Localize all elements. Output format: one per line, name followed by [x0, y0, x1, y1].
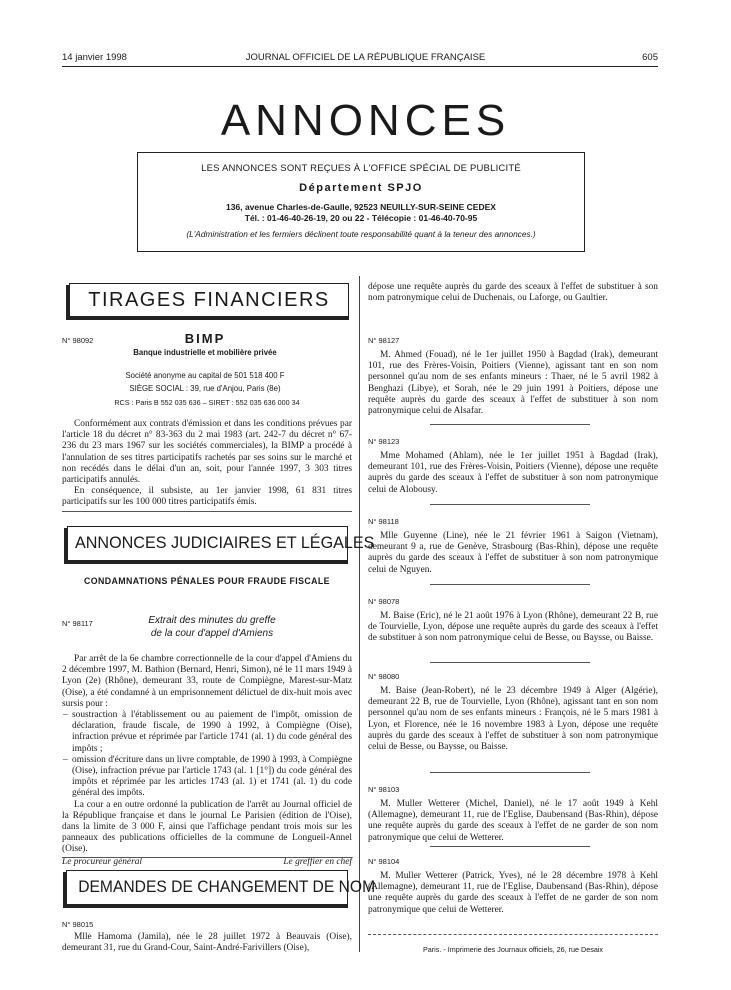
heading-shadow — [63, 905, 348, 908]
announcement-number: N° 98078 — [368, 597, 400, 606]
paragraph: M. Baise (Eric), né le 21 août 1976 à Lyon (Rhône), demeurant 22 B, rue de Tourvielle, Lyon, dépose une requête auprès du garde des sceaux à l'effet de substituer à son nom patronymique celui de Besse, ou Baysse, ou Baisse. — [368, 611, 658, 644]
paragraph: La cour a en outre ordonné la publication de l'arrêt au Journal officiel de la République française et dans le journal Le Parisien (édition de l'Oise), dans la limite de 3 000 F, ainsi que l'affichage pendant trois mois sur les panneaux des publications officielles de la commune de Longueil-Annel (Oise). — [62, 799, 352, 855]
section-divider — [62, 857, 352, 858]
announcement-number: N° 98103 — [368, 785, 400, 794]
paragraph: Mme Mohamed (Ahlam), née le 1er juillet 1951 à Bagdad (Irak), demeurant 101, rue des Frères-Voisin, Poitiers (Vienne), dépose une requête auprès du garde des sceaux à l'effet de substituer à son nom patronymique celui de Alobousy. — [368, 451, 658, 495]
entry-divider — [430, 662, 590, 663]
entry-divider — [430, 584, 590, 585]
charges-list — [62, 710, 352, 800]
footer-rule — [368, 934, 658, 935]
header-journal-title: JOURNAL OFFICIEL DE LA RÉPUBLIQUE FRANÇAISE — [245, 52, 486, 63]
paragraph: M. Ahmed (Fouad), né le 1er juillet 1950 à Bagdad (Irak), demeurant 101, rue des Frères-Voisin, Poitiers (Vienne), agissant tant en son nom personnel qu'au nom de ses enfants mineurs : Thaer, né le 5 avril 1982 à Benghazi (Libye), et Sorah, née le 29 juin 1991 à Poitiers, dépose une requête auprès du garde des sceaux à l'effet de substituer à son nom patronymique celui de Alsafar. — [368, 350, 658, 417]
list-item: – omission d'écriture dans un livre comptable, de 1990 à 1993, à Compiègne (Oise), infraction prévue par l'article 1743 (al. 1 [1°]) du code général des impôts et réprimée par les articles 1743 (al. 1) et 1741 (al. 1) du code général des impôts. — [72, 755, 352, 800]
name-change-entry — [368, 686, 658, 753]
column-rule — [359, 276, 360, 952]
tirages-body — [62, 419, 352, 509]
heading-shadow — [64, 561, 348, 564]
entry-divider — [430, 504, 590, 505]
list-item: – soustraction à l'établissement ou au paiement de l'impôt, omission de déclaration, fraude fiscale, de 1990 à 1992, à Compiègne (Oise), infraction prévue et réprimée par l'article 1741 (al. 1) du code général des impôts ; — [72, 710, 352, 755]
section-heading-tirages: TIRAGES FINANCIERS — [88, 289, 330, 311]
header-page-number: 605 — [642, 52, 658, 63]
printer-footer: Paris. - Imprimerie des Journaux officiels, 26, rue Desaix — [422, 945, 604, 954]
subsection-heading: CONDAMNATIONS PÉNALES POUR FRAUDE FISCALE — [84, 576, 330, 586]
paragraph: Mlle Hamoma (Jamila), née le 28 juillet 1972 à Beauvais (Oise), demeurant 31, rue du Grand-Cour, Saint-André-Farivillers (Oise), — [62, 932, 352, 954]
company-full-name: Banque industrielle et mobilière privée — [133, 348, 277, 357]
section-divider — [62, 511, 352, 512]
notice-line: LES ANNONCES SONT REÇUES À L'OFFICE SPÉCIAL DE PUBLICITÉ — [201, 163, 521, 174]
section-heading-box — [69, 283, 349, 317]
right-column-continuation — [368, 282, 658, 304]
paragraph: dépose une requête auprès du garde des sceaux à l'effet de substituer à son nom patronymique celui de Duchenais, ou Laforge, ou Gaultier. — [368, 282, 658, 304]
announcement-number: N° 98118 — [368, 517, 399, 526]
paragraph: M. Muller Wetterer (Patrick, Yves), né le 28 décembre 1978 à Kehl (Allemagne), demeurant 11, rue de l'Eglise, Daubensand (Bas-Rhin), dépose une requête auprès du garde des sceaux à l'effet de ne garder de son nom patronymique que celui de Wetterer. — [368, 871, 658, 915]
name-change-entry — [368, 799, 658, 844]
announcement-number: N° 98117 — [62, 619, 93, 628]
name-change-entry — [368, 451, 658, 496]
paragraph: Mlle Guyenne (Line), née le 21 février 1961 à Saigon (Vietnam), demeurant 9 a, rue de Genève, Strasbourg (Bas-Rhin), dépose une requête auprès du garde des sceaux à l'effet de substituer à son nom patronymique celui de Nguyen. — [368, 531, 658, 575]
company-capital: Société anonyme au capital de 501 518 400 F — [125, 371, 285, 380]
extract-title-line1: Extrait des minutes du greffe — [148, 615, 276, 626]
paragraph: M. Muller Wetterer (Michel, Daniel), né le 17 août 1949 à Kehl (Allemagne), demeurant 11, rue de l'Eglise, Daubensand (Bas-Rhin), dépose une requête auprès du garde des sceaux à l'effet de ne garder de son nom patronymique que celui de Wetterer. — [368, 799, 658, 843]
announcement-number: N° 98092 — [62, 336, 94, 345]
name-change-entry — [368, 871, 658, 916]
signature-greffier: Le greffier en chef — [283, 856, 352, 867]
header-rule — [62, 66, 658, 67]
notice-phones: Tél. : 01-46-40-26-19, 20 ou 22 - Télécopie : 01-46-40-70-95 — [244, 213, 478, 223]
heading-shadow — [66, 317, 349, 320]
announcement-number: N° 98080 — [368, 672, 400, 681]
name-change-entry — [368, 531, 658, 576]
publicity-notice-box — [137, 152, 585, 252]
paragraph: En conséquence, il subsiste, au 1er janvier 1998, 61 831 titres participatifs sur les 100 000 titres participatifs émis. — [62, 486, 352, 508]
entry-divider — [430, 846, 590, 847]
section-heading-box — [67, 526, 375, 561]
notice-address: 136, avenue Charles-de-Gaulle, 92523 NEUILLY-SUR-SEINE CEDEX — [226, 202, 496, 212]
notice-department: Département SPJO — [299, 182, 423, 194]
paragraph: M. Baise (Jean-Robert), né le 23 décembre 1949 à Alger (Algérie), demeurant 22 B, rue de Tourvielle, Lyon (Rhône), agissant tant en son nom personnel qu'au nom de ses enfants mineurs : François, né le 5 mars 1981 à Lyon, et Florence, née le 16 novembre 1983 à Lyon, dépose une requête auprès du garde des sceaux à l'effet de substituer à son nom patronymique celui de Besse, ou Baysse, ou Baisse. — [368, 686, 658, 753]
extract-title-line2: de la cour d'appel d'Amiens — [150, 628, 274, 639]
announcement-number: N° 98015 — [62, 920, 94, 929]
signature-line — [62, 857, 352, 870]
entry-divider — [430, 424, 590, 425]
announcement-number: N° 98123 — [368, 437, 400, 446]
announcement-number: N° 98104 — [368, 857, 400, 866]
paragraph: Conformément aux contrats d'émission et dans les conditions prévues par l'article 18 du décret n° 83-363 du 2 mai 1983 (art. 242-7 du décret n° 67-236 du 23 mars 1967 sur les sociétés commerciales), la BIMP a procédé à l'annulation de ses titres participatifs rachetés par ses soins sur le marché et non recédés dans le délai d'un an, soit, pour l'année 1997, 3 303 titres participatifs annulés. — [62, 419, 352, 486]
name-change-entry — [368, 350, 658, 417]
section-heading-box — [66, 870, 376, 905]
header-date: 14 janvier 1998 — [62, 52, 127, 63]
paragraph: Par arrêt de la 6e chambre correctionnelle de la cour d'appel d'Amiens du 2 décembre 1997, M. Bathion (Bernard, Henri, Simon), né le 11 mars 1949 à Lyon (2e) (Rhône), demeurant 33, route de Compiègne, Marest-sur-Matz (Oise), a été condamné à un emprisonnement délictuel de dix-huit mois avec sursis pour : — [62, 654, 352, 709]
judiciaires-body — [62, 654, 352, 870]
notice-disclaimer: (L'Administration et les fermiers déclinent toute responsabilité quant à la teneur des annonces.) — [186, 229, 536, 239]
company-rcs: RCS : Paris B 552 035 636 – SIRET : 552 035 636 000 34 — [114, 398, 300, 407]
page-title: ANNONCES — [220, 96, 511, 145]
company-siege: SIÈGE SOCIAL : 39, rue d'Anjou, Paris (8e) — [129, 384, 281, 393]
entry-divider — [430, 772, 590, 773]
signature-procureur: Le procureur général — [62, 856, 143, 867]
company-name: BIMP — [184, 331, 226, 346]
section-heading-demandes: DEMANDES DE CHANGEMENT DE NOM — [78, 877, 376, 896]
section-heading-judiciaires: ANNONCES JUDICIAIRES ET LÉGALES — [74, 533, 375, 552]
announcement-number: N° 98127 — [368, 336, 400, 345]
name-change-entry — [368, 611, 658, 645]
demandes-first-entry — [62, 932, 352, 954]
